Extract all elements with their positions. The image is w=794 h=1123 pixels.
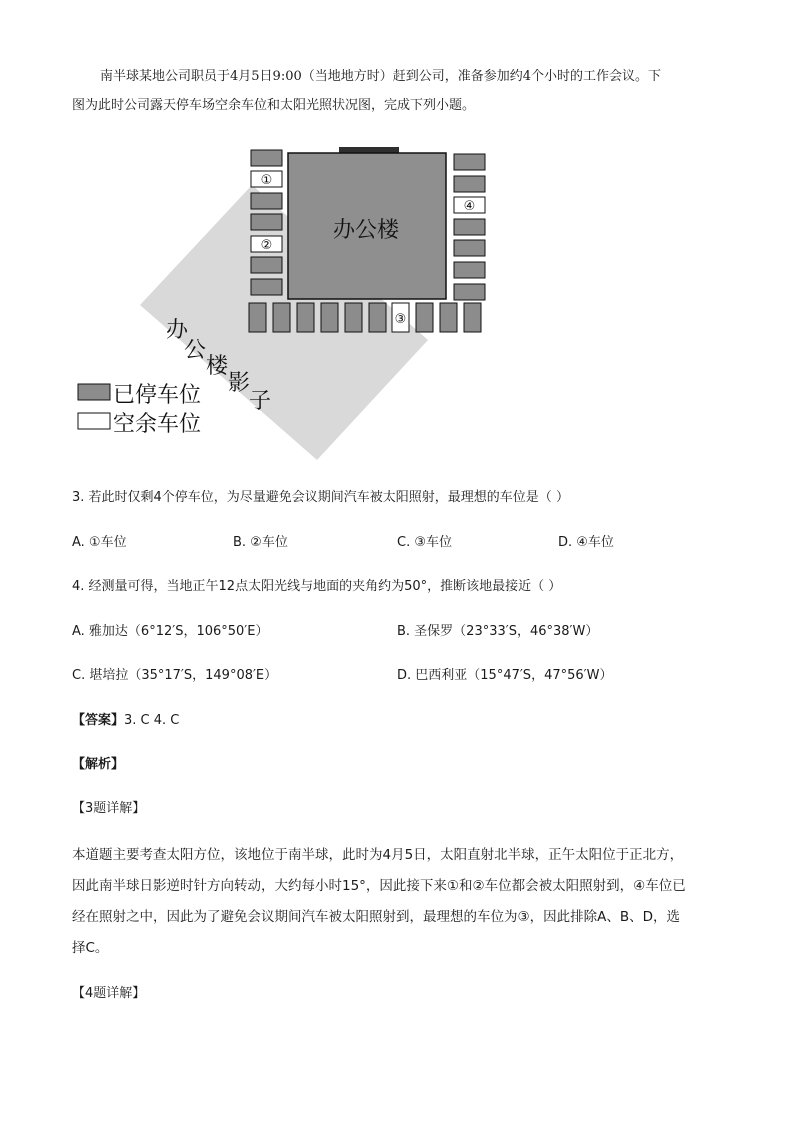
shadow-label-char: 子 [249,389,272,414]
q4-option-d: D. 巴西利亚（15°47′S，47°56′W） [397,668,613,683]
detail-4-label: 【4题详解】 [72,986,146,1001]
answer-label: 【答案】 [72,713,125,728]
answer-text: 3. C 4. C [124,713,180,728]
parking-spot-occupied [454,284,485,300]
detail-3-line: 经在照射之中，因此为了避免会议期间汽车被太阳照射到，最理想的车位为③，因此排除A、B、D，选 [72,909,680,925]
q3-option-d: D. ④车位 [558,535,614,550]
spot-3-label: ③ [394,312,407,327]
answer-line [72,711,179,731]
parking-spot-occupied [249,303,266,332]
parking-spot-occupied [369,303,386,332]
detail-3-line: 因此南半球日影逆时针方向转动，大约每小时15°，因此接下来①和②车位都会被太阳照射到，④车位已 [72,878,686,894]
detail-3-line: 择C。 [72,940,109,956]
parking-spot-occupied [345,303,362,332]
shadow-label-char: 楼 [206,354,229,379]
q3-option-b: B. ②车位 [233,535,288,550]
parking-spot-occupied [454,240,485,256]
parking-spot-occupied [464,303,481,332]
question-4-stem: 4. 经测量可得，当地正午12点太阳光线与地面的夹角约为50°，推断该地最接近（ ） [72,579,562,594]
spot-4-label: ④ [463,199,476,214]
parking-spot-occupied [297,303,314,332]
shadow-label-char: 公 [184,338,207,363]
building-label: 办公楼 [332,218,400,243]
shadow-label-char: 办 [166,318,189,343]
analysis-label: 【解析】 [72,757,125,772]
parking-spot-occupied [251,279,282,295]
legend-empty-label: 空余车位 [113,412,202,437]
parking-spot-occupied [251,193,282,209]
intro-line-2: 图为此时公司露天停车场空余车位和太阳光照状况图，完成下列小题。 [72,98,476,113]
legend-empty-swatch [78,413,110,429]
parking-spot-occupied [273,303,290,332]
detail-3-line: 本道题主要考查太阳方位，该地位于南半球，此时为4月5日，太阳直射北半球，正午太阳位于正北方， [72,847,684,863]
parking-spot-occupied [454,219,485,235]
parking-spot-occupied [440,303,457,332]
parking-lot-figure [72,140,532,465]
building-roof-strip [339,147,399,153]
shadow-label-char: 影 [228,371,251,396]
legend-occupied-label: 已停车位 [113,383,202,408]
parking-spot-occupied [251,150,282,166]
q4-option-a: A. 雅加达（6°12′S，106°50′E） [72,624,269,639]
q3-option-a: A. ①车位 [72,535,127,550]
q3-option-c: C. ③车位 [397,535,452,550]
q4-option-b: B. 圣保罗（23°33′S，46°38′W） [397,624,599,639]
parking-spot-occupied [251,257,282,273]
parking-spot-occupied [454,176,485,192]
spot-2-label: ② [260,238,273,253]
detail-3-label: 【3题详解】 [72,801,146,816]
legend-occupied-swatch [78,384,110,400]
parking-spot-occupied [416,303,433,332]
parking-spot-occupied [321,303,338,332]
parking-spot-occupied [454,262,485,278]
detail-3-paragraph [72,840,722,964]
question-3-stem: 3. 若此时仅剩4个停车位，为尽量避免会议期间汽车被太阳照射，最理想的车位是（ ） [72,490,569,505]
parking-spot-occupied [251,214,282,230]
intro-line-1: 南半球某地公司职员于4月5日9:00（当地地方时）赶到公司，准备参加约4个小时的工作会议。下 [100,69,662,84]
intro-text [72,62,722,120]
parking-spot-occupied [454,154,485,170]
spot-1-label: ① [260,173,273,188]
q4-option-c: C. 堪培拉（35°17′S，149°08′E） [72,668,278,683]
